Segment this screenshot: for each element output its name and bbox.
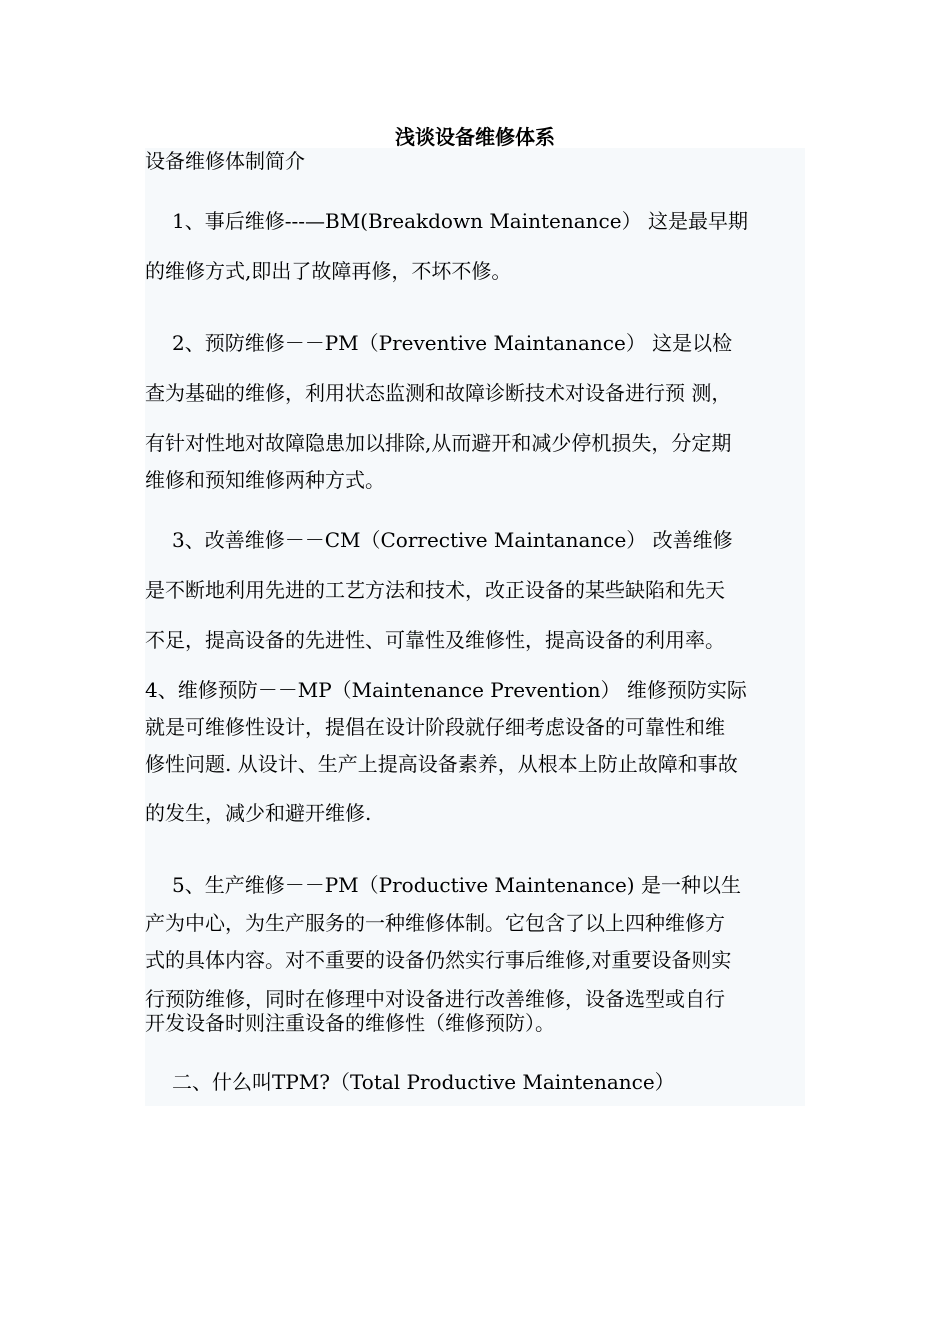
- section-heading: 设备维修体制简介: [145, 149, 305, 173]
- paragraph-5-line-1: 5、生产维修－－PM（Productive Maintenance) 是一种以生: [172, 873, 741, 897]
- paragraph-1-line-2: 的维修方式,即出了故障再修，不坏不修。: [145, 259, 512, 283]
- paragraph-5-line-3: 式的具体内容。对不重要的设备仍然实行事后维修,对重要设备则实: [145, 948, 732, 972]
- paragraph-5-line-4: 行预防维修，同时在修理中对设备进行改善维修，设备选型或自行: [145, 987, 725, 1011]
- paragraph-4-line-1: 4、维修预防－－MP（Maintenance Prevention） 维修预防实际: [145, 678, 747, 702]
- paragraph-3-line-2: 是不断地利用先进的工艺方法和技术，改正设备的某些缺陷和先天: [145, 578, 725, 602]
- document-title: 浅谈设备维修体系: [395, 125, 555, 149]
- paragraph-3-line-3: 不足，提高设备的先进性、可靠性及维修性，提高设备的利用率。: [145, 628, 725, 652]
- paragraph-1-line-1: 1、事后维修---—BM(Breakdown Maintenance） 这是最早期: [172, 209, 748, 233]
- paragraph-5-line-2: 产为中心，为生产服务的一种维修体制。它包含了以上四种维修方: [145, 911, 725, 935]
- paragraph-4-line-4: 的发生，减少和避开维修.: [145, 801, 372, 825]
- tpm-question-heading: 二、什么叫TPM?（Total Productive Maintenance）: [172, 1070, 675, 1094]
- paragraph-2-line-3: 有针对性地对故障隐患加以排除,从而避开和减少停机损失，分定期: [145, 431, 732, 455]
- paragraph-3-line-1: 3、改善维修－－CM（Corrective Maintanance） 改善维修: [172, 528, 733, 552]
- paragraph-2-line-4: 维修和预知维修两种方式。: [145, 468, 385, 492]
- paragraph-2-line-1: 2、预防维修－－PM（Preventive Maintanance） 这是以检: [172, 331, 733, 355]
- paragraph-4-line-3: 修性问题. 从设计、生产上提高设备素养，从根本上防止故障和事故: [145, 752, 738, 776]
- paragraph-4-line-2: 就是可维修性设计，提倡在设计阶段就仔细考虑设备的可靠性和维: [145, 715, 725, 739]
- paragraph-5-line-5: 开发设备时则注重设备的维修性（维修预防）。: [145, 1011, 555, 1035]
- paragraph-2-line-2: 查为基础的维修，利用状态监测和故障诊断技术对设备进行预 测，: [145, 381, 732, 405]
